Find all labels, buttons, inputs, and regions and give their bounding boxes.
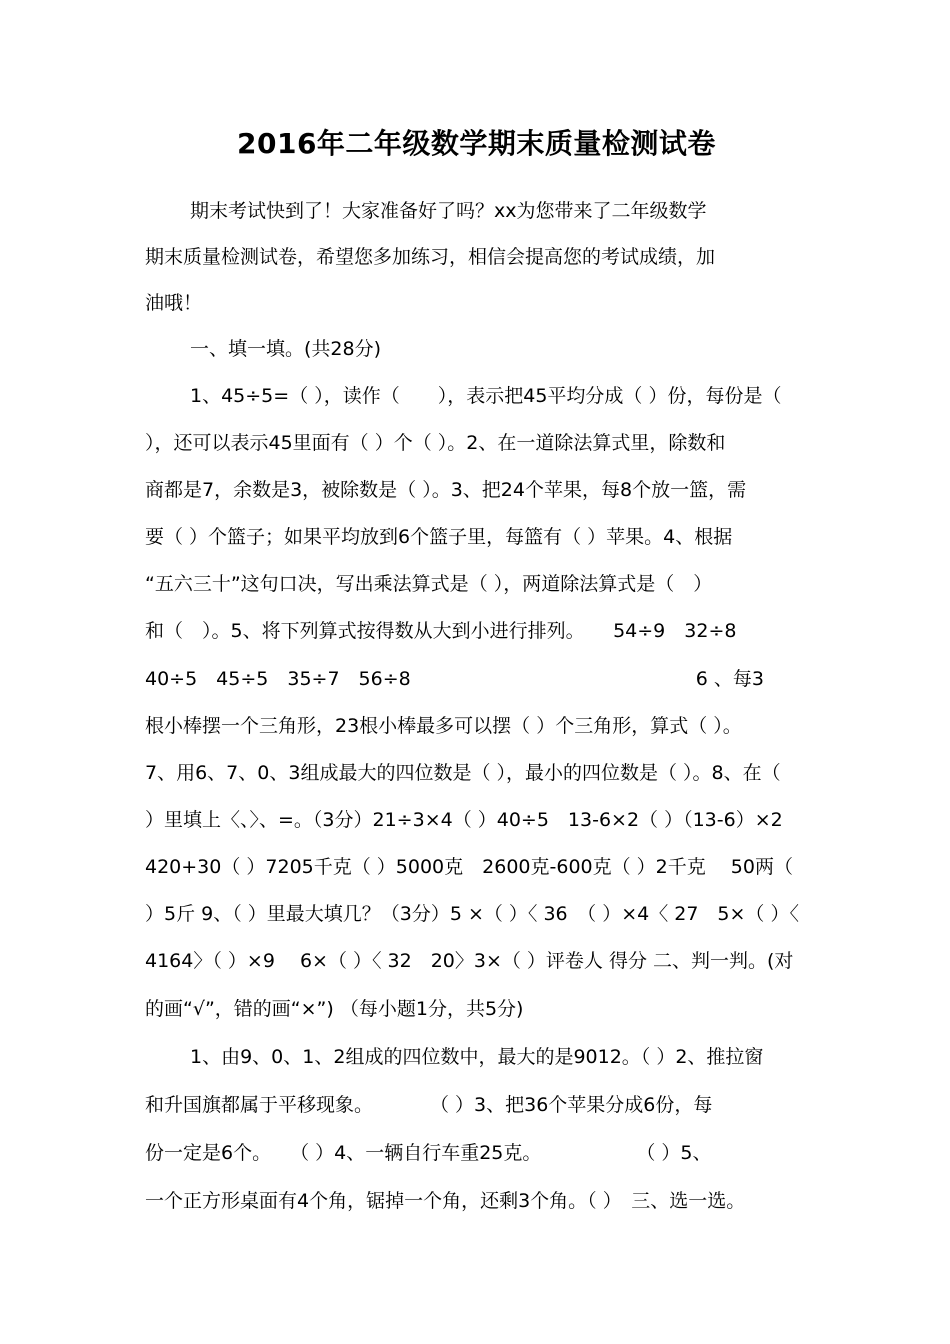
paragraph-line: 根小棒摆一个三角形，23根小棒最多可以摆（ ）个三角形，算式（ ）。 xyxy=(145,715,742,737)
section-heading: 一、填一填。(共28分) xyxy=(190,338,382,360)
paragraph-line: 1、45÷5=（ ），读作（ ），表示把45平均分成（ ）份，每份是（ xyxy=(190,385,782,407)
paragraph-line: 和升国旗都属于平移现象。 （ ）3、把36个苹果分成6份，每 xyxy=(145,1094,713,1116)
document-title: 2016年二年级数学期末质量检测试卷 xyxy=(237,127,716,160)
paragraph-line: 40÷5 45÷5 35÷7 56÷8 6 、每3 xyxy=(145,668,764,690)
paragraph-line: ）里填上〈、〉、=。（3分）21÷3×4（ ）40÷5 13-6×2（ ）（13-6）×2 xyxy=(145,809,783,831)
paragraph-line: 1、由9、0、1、2组成的四位数中，最大的是9012。（ ）2、推拉窗 xyxy=(190,1046,764,1068)
paragraph-line: 4164〉（ ）×9 6×（ ）〈 32 20〉3×（ ）评卷人 得分 二、判一判。(对 xyxy=(145,950,794,972)
paragraph-line: ），还可以表示45里面有（ ）个（ ）。2、在一道除法算式里，除数和 xyxy=(145,432,726,454)
paragraph-line: 期末质量检测试卷，希望您多加练习，相信会提高您的考试成绩，加 xyxy=(145,246,716,268)
paragraph-line: 的画“√”，错的画“×”) （每小题1分，共5分) xyxy=(145,998,524,1020)
paragraph-line: 和（ ）。5、将下列算式按得数从大到小进行排列。 54÷9 32÷8 xyxy=(145,620,737,642)
paragraph-line: 份一定是6个。 （ ）4、一辆自行车重25克。 （ ）5、 xyxy=(145,1142,712,1164)
paragraph-line: 要（ ）个篮子；如果平均放到6个篮子里，每篮有（ ）苹果。4、根据 xyxy=(145,526,733,548)
paragraph-line: 商都是7，余数是3，被除数是（ ）。3、把24个苹果，每8个放一篮，需 xyxy=(145,479,747,501)
paragraph-line: ）5斤 9、（ ）里最大填几？（3分）5 ×（ ）〈 36 （ ）×4〈 27 5×（ ）〈 xyxy=(145,903,799,925)
paragraph-line: “五六三十”这句口决，写出乘法算式是（ ），两道除法算式是（ ） xyxy=(145,573,713,595)
paragraph-line: 420+30（ ）7205千克（ ）5000克 2600克-600克（ ）2千克 50两（ xyxy=(145,856,793,878)
paragraph-line: 油哦！ xyxy=(145,292,203,314)
paragraph-line: 一个正方形桌面有4个角，锯掉一个角，还剩3个角。（ ） 三、选一选。 xyxy=(145,1190,746,1212)
paragraph-line: 期末考试快到了！大家准备好了吗？xx为您带来了二年级数学 xyxy=(190,200,707,222)
paragraph-line: 7、用6、7、0、3组成最大的四位数是（ ），最小的四位数是（ ）。8、在（ xyxy=(145,762,781,784)
